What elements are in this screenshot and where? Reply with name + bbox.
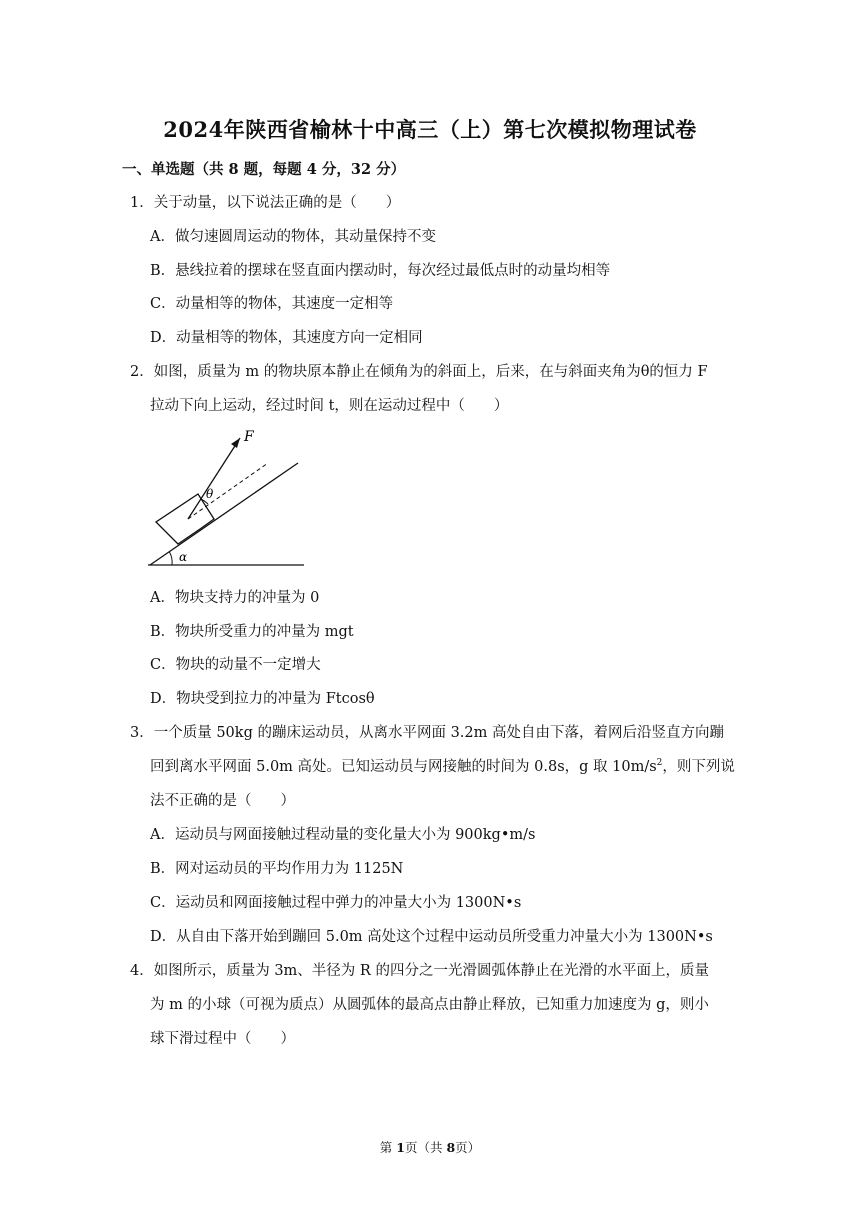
question-3-stem-line-2-text: 回到离水平网面 5.0m 高处。已知运动员与网接触的时间为 0.8s，g 取 10m/s bbox=[150, 759, 657, 775]
question-4-stem-line-3: 球下滑过程中（ ） bbox=[150, 1031, 295, 1047]
question-3-option-a: A．运动员与网面接触过程动量的变化量大小为 900kg•m/s bbox=[150, 827, 536, 843]
question-1-option-d: D．动量相等的物体，其速度方向一定相同 bbox=[150, 330, 423, 346]
question-3-option-c: C．运动员和网面接触过程中弹力的冲量大小为 1300N•s bbox=[150, 895, 522, 911]
theta-label: θ bbox=[206, 487, 214, 501]
question-3-stem-line-2 bbox=[150, 755, 735, 776]
force-arrow bbox=[188, 438, 240, 519]
footer-suffix: 页） bbox=[455, 1140, 481, 1155]
section-heading: 一、单选题（共 8 题，每题 4 分，32 分） bbox=[122, 161, 406, 178]
question-1-option-b: B．悬线拉着的摆球在竖直面内摆动时，每次经过最低点时的动量均相等 bbox=[150, 263, 611, 279]
incline-force-diagram bbox=[146, 422, 306, 572]
footer-total-pages: 8 bbox=[446, 1140, 456, 1155]
superscript-2: 2 bbox=[656, 758, 663, 769]
footer-page-number: 1 bbox=[396, 1140, 405, 1155]
question-2-option-d: D．物块受到拉力的冲量为 Ftcosθ bbox=[150, 691, 375, 707]
alpha-arc bbox=[170, 552, 173, 565]
question-3-option-d: D．从自由下落开始到蹦回 5.0m 高处这个过程中运动员所受重力冲量大小为 1300N•s bbox=[150, 929, 713, 945]
question-4-stem-line-2: 为 m 的小球（可视为质点）从圆弧体的最高点由静止释放，已知重力加速度为 g，则小 bbox=[150, 997, 709, 1013]
question-2-option-a: A．物块支持力的冲量为 0 bbox=[150, 590, 320, 606]
question-2-stem-line-1: 2．如图，质量为 m 的物块原本静止在倾角为的斜面上，后来，在与斜面夹角为θ的恒力 F bbox=[130, 364, 708, 380]
question-1-option-a: A．做匀速圆周运动的物体，其动量保持不变 bbox=[150, 229, 436, 245]
question-4-stem-line-1: 4．如图所示，质量为 3m、半径为 R 的四分之一光滑圆弧体静止在光滑的水平面上，质量 bbox=[130, 963, 709, 979]
force-label: F bbox=[244, 429, 254, 445]
alpha-label: α bbox=[179, 550, 188, 564]
force-arrowhead bbox=[231, 438, 240, 448]
question-2-option-c: C．物块的动量不一定增大 bbox=[150, 657, 321, 673]
footer-prefix: 第 bbox=[379, 1140, 397, 1155]
question-3-stem-line-2-tail: ，则下列说 bbox=[662, 759, 735, 775]
question-3-stem-line-3: 法不正确的是（ ） bbox=[150, 793, 295, 809]
question-2-stem-line-2: 拉动下向上运动，经过时间 t，则在运动过程中（ ） bbox=[150, 398, 509, 414]
question-1-stem: 1．关于动量，以下说法正确的是（ ） bbox=[130, 195, 401, 211]
incline-line bbox=[150, 463, 298, 565]
question-3-stem-line-1: 3．一个质量 50kg 的蹦床运动员，从离水平网面 3.2m 高处自由下落，着网后沿竖直方向蹦 bbox=[130, 725, 724, 741]
exam-title: 2024年陕西省榆林十中高三（上）第七次模拟物理试卷 bbox=[163, 117, 697, 142]
page-footer bbox=[0, 1138, 860, 1156]
question-3-option-b: B．网对运动员的平均作用力为 1125N bbox=[150, 861, 404, 877]
question-2-option-b: B．物块所受重力的冲量为 mgt bbox=[150, 624, 354, 640]
question-1-option-c: C．动量相等的物体，其速度一定相等 bbox=[150, 296, 394, 312]
footer-middle: 页（共 bbox=[404, 1140, 447, 1155]
